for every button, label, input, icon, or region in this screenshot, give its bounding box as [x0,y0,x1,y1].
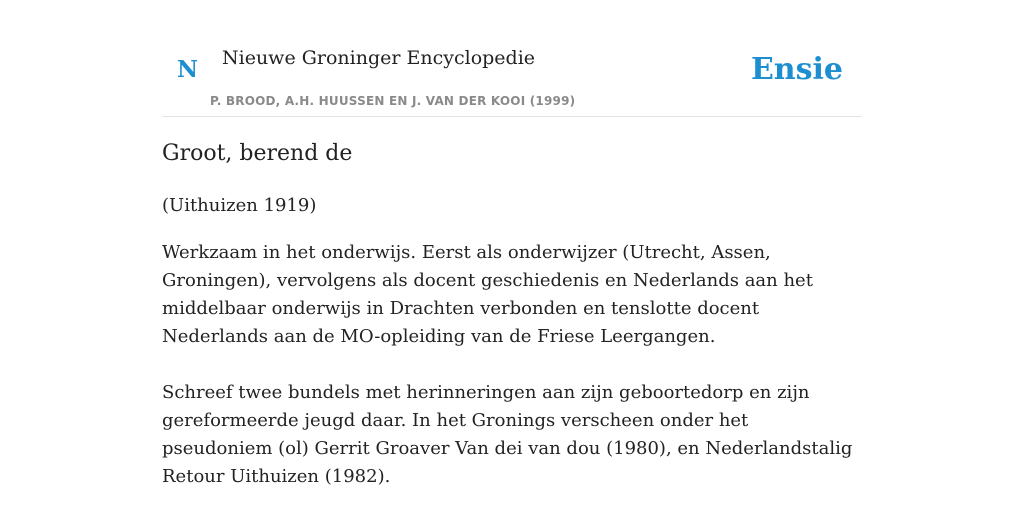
page-container [162,0,862,487]
book-header [162,0,862,117]
book-title[interactable]: Nieuwe Groninger Encyclopedie [222,47,536,69]
entry-paragraph: Werkzaam in het onderwijs. Eerst als onderwijzer (Utrecht, Assen, Groningen), vervolgens als docent geschiedenis en Nederlands aan het middelbaar onderwijs in Drachten verbonden en tenslotte docent Nederlands aan de MO-opleiding van de Friese Leergangen. [162,242,813,347]
book-authors: P. BROOD, A.H. HUUSSEN EN J. VAN DER KOOI (1999) [210,94,576,108]
ensie-logo[interactable]: Ensie [750,52,843,87]
entry-origin: (Uithuizen 1919) [162,195,317,216]
entry-body [162,239,862,512]
book-icon[interactable]: N [177,56,199,83]
entry-paragraph: Schreef twee bundels met herinneringen aan zijn geboortedorp en zijn gereformeerde jeugd daar. In het Gronings verscheen onder het pseudoniem (ol) Gerrit Groaver Van dei van dou (1980), en Nederlandstalig Retour Uithuizen (1982). [162,382,853,487]
entry-title: Groot, berend de [162,141,353,166]
